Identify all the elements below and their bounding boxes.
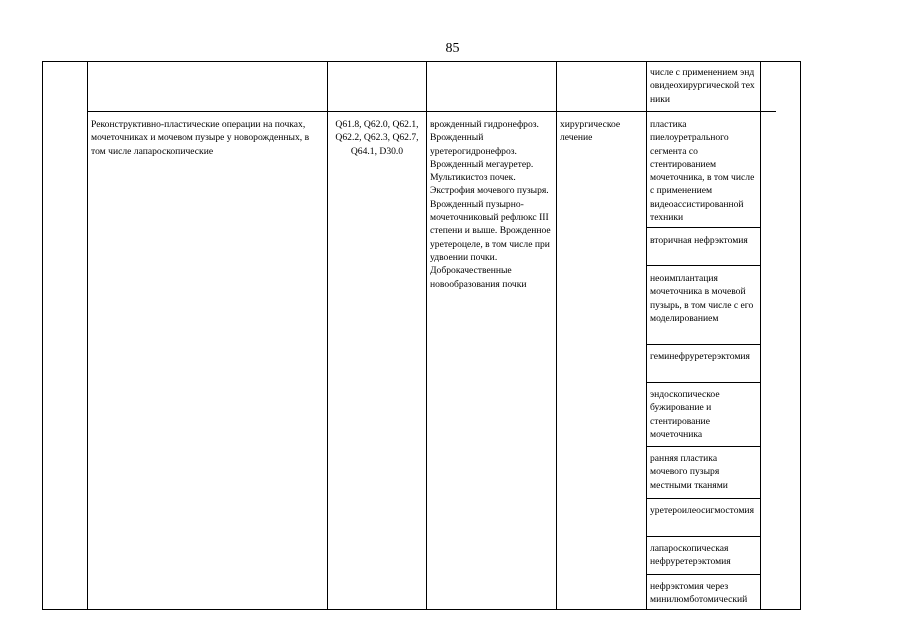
icd-codes-cell: Q61.8, Q62.0, Q62.1, Q62.2, Q62.3, Q62.7, Q64.1, D30.0: [335, 119, 419, 157]
method-cell: числе с применением эндовидеохирургической техники: [650, 67, 755, 105]
page-number: 85: [445, 41, 460, 56]
column-divider: [646, 61, 647, 610]
treatment-type-cell: хирургическое лечение: [560, 119, 621, 144]
method-divider: [646, 446, 760, 447]
column-divider: [87, 61, 88, 610]
column-divider: [800, 61, 801, 610]
method-cell: эндоскопическое бужирование и стентирование мочеточника: [650, 389, 720, 440]
method-divider: [646, 382, 760, 383]
method-cell: геминефруретерэктомия: [650, 351, 750, 362]
column-divider: [327, 61, 328, 610]
column-divider: [42, 61, 43, 610]
column-divider: [426, 61, 427, 610]
row-divider: [87, 111, 776, 112]
procedure-name-cell: Реконструктивно-пластические операции на почках, мочеточниках и мочевом пузыре у новорожденных, в том числе лапароскопические: [91, 119, 310, 157]
method-cell: неоимплантация мочеточника в мочевой пузырь, в том числе с его моделированием: [650, 273, 754, 324]
column-divider: [556, 61, 557, 610]
method-divider: [646, 344, 760, 345]
method-divider: [646, 498, 760, 499]
method-cell: нефрэктомия через минилюмботомический: [650, 581, 748, 606]
method-cell: пластика пиелоуретрального сегмента со стентированием мочеточника, в том числе с применением видеоассистированной техники: [650, 119, 755, 224]
diagnosis-cell: врожденный гидронефроз. Врожденный уретерогидронефроз. Врожденный мегауретер. Мультикистоз почек. Экстрофия мочевого пузыря. Врожденный пузырно-мочеточниковый рефлюкс III степени и выше. Врожденное уретероцеле, в том числе при удвоении почки. Доброкачественные новообразования почки: [430, 119, 551, 290]
table-bottom-border: [42, 609, 801, 610]
method-divider: [646, 265, 760, 266]
method-cell: уретероилеосигмостомия: [650, 505, 754, 516]
method-cell: ранняя пластика мочевого пузыря местными тканями: [650, 453, 728, 491]
method-cell: вторичная нефрэктомия: [650, 235, 748, 246]
method-divider: [646, 227, 760, 228]
method-divider: [646, 574, 760, 575]
method-cell: лапароскопическая нефруретерэктомия: [650, 543, 731, 568]
method-divider: [646, 536, 760, 537]
table-top-border: [42, 61, 801, 62]
column-divider: [760, 61, 761, 610]
